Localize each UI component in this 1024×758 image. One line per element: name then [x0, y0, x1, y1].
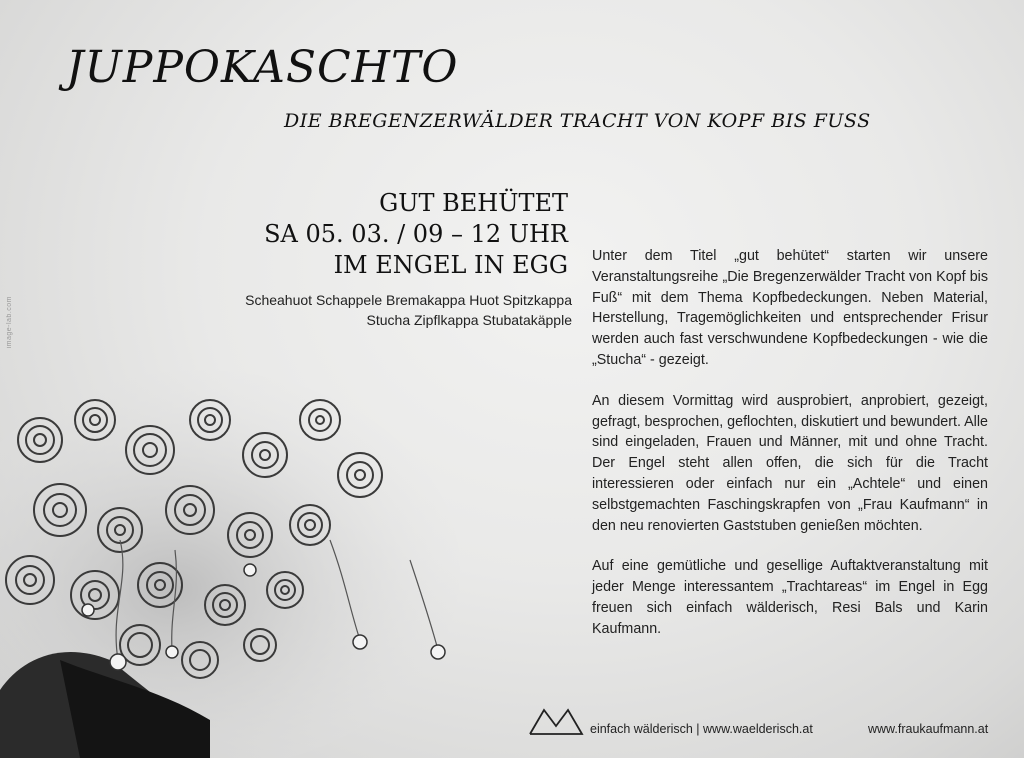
headdress-photo	[0, 360, 470, 758]
event-date-time: SA 05. 03. / 09 – 12 UHR	[264, 220, 568, 248]
body-paragraph-3: Auf eine gemütliche und gesellige Auftaktveranstaltung mit jeder Menge interessantem „Trachtareas“ im Engel in Egg freuen sich einfach wälderisch, Resi Bals und Karin Kaufmann.	[592, 558, 988, 637]
footer-fraukaufmann: www.fraukaufmann.at	[868, 722, 989, 736]
photo-credit: image-lab.com	[6, 296, 13, 349]
headwear-list	[245, 290, 572, 330]
page-subtitle: DIE BREGENZERWÄLDER TRACHT VON KOPF BIS FUSS	[284, 110, 871, 132]
headwear-list-line-2: Stucha Zipflkappa Stubatakäpple	[366, 312, 572, 328]
event-title: GUT BEHÜTET	[379, 189, 568, 217]
footer-waelderisch: einfach wälderisch | www.waelderisch.at	[590, 722, 813, 736]
headwear-list-line-1: Scheahuot Schappele Bremakappa Huot Spitzkappa	[245, 292, 572, 308]
waelderisch-logo-icon	[528, 706, 584, 736]
body-text	[592, 246, 988, 660]
body-paragraph-2: An diesem Vormittag wird ausprobiert, anprobiert, gezeigt, gefragt, besprochen, geflochten, diskutiert und bewundert. Alle sind eingeladen, Frauen und Männer, mit und ohne Tracht. Der Engel steht allen offen, die sich für die Tracht interessieren oder einfach nur ein „Achtele“ und einen selbstgemachten Faschingskrapfen von „Frau Kaufmann“ in den neu renovierten Gaststuben genießen möchten.	[592, 392, 988, 534]
page-title: JUPPOKASCHTO	[66, 42, 459, 93]
body-paragraph-1: Unter dem Titel „gut behütet“ starten wir unsere Veranstaltungsreihe „Die Bregenzerwälder Tracht von Kopf bis Fuß“ mit dem Thema Kopfbedeckungen. Neben Material, Herstellung, Tragemöglichkeiten und entsprechender Frisur werden auch fast verschwundene Kopfbedeckungen - wie die „Stucha“ - gezeigt.	[592, 248, 988, 368]
event-heading	[264, 188, 568, 281]
event-location: IM ENGEL IN EGG	[333, 251, 568, 279]
